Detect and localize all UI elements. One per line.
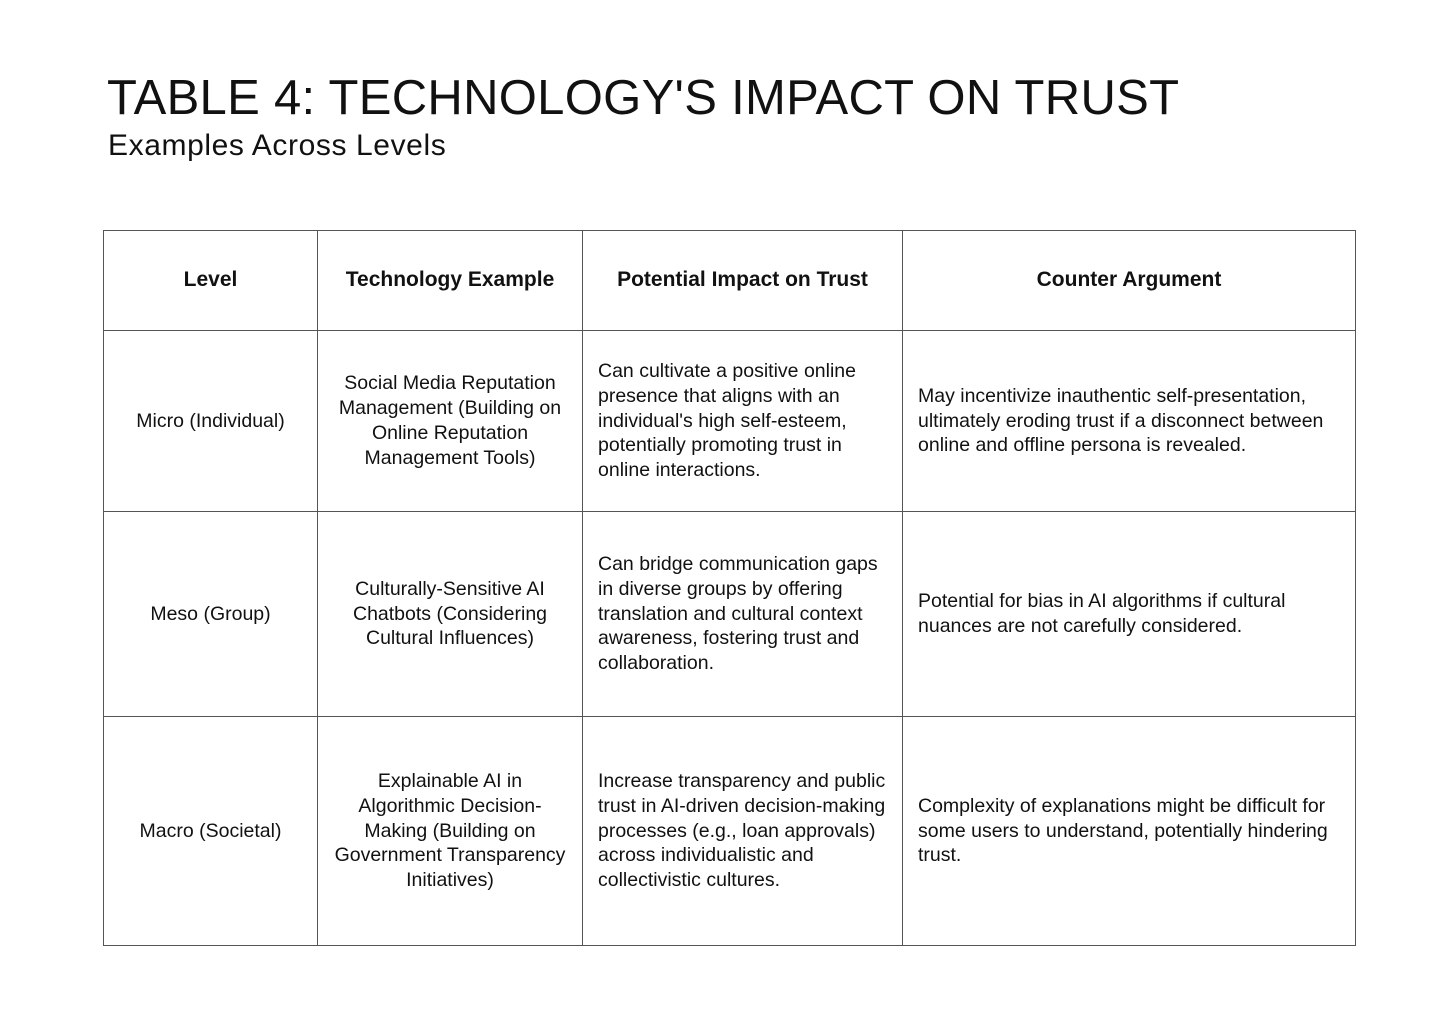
- cell-impact: Increase transparency and public trust in AI-driven decision-making processes (e.g., loan approvals) across individualistic and collectivistic cultures.: [583, 717, 903, 946]
- header-potential-impact: Potential Impact on Trust: [583, 231, 903, 331]
- header-counter-argument: Counter Argument: [903, 231, 1356, 331]
- table-row: [104, 717, 1356, 946]
- page-subtitle: Examples Across Levels: [108, 129, 447, 162]
- trust-table: [103, 230, 1356, 946]
- cell-technology: Explainable AI in Algorithmic Decision-Making (Building on Government Transparency Initiatives): [318, 717, 583, 946]
- cell-impact: Can bridge communication gaps in diverse groups by offering translation and cultural context awareness, fostering trust and collaboration.: [583, 512, 903, 717]
- cell-impact: Can cultivate a positive online presence that aligns with an individual's high self-esteem, potentially promoting trust in online interactions.: [583, 331, 903, 512]
- cell-technology: Social Media Reputation Management (Building on Online Reputation Management Tools): [318, 331, 583, 512]
- cell-level: Macro (Societal): [104, 717, 318, 946]
- header-technology-example: Technology Example: [318, 231, 583, 331]
- table-header-row: [104, 231, 1356, 331]
- header-level: Level: [104, 231, 318, 331]
- table-row: [104, 512, 1356, 717]
- page-title: TABLE 4: TECHNOLOGY'S IMPACT ON TRUST: [107, 71, 1180, 125]
- cell-level: Meso (Group): [104, 512, 318, 717]
- cell-counter: Potential for bias in AI algorithms if cultural nuances are not carefully considered.: [903, 512, 1356, 717]
- table-row: [104, 331, 1356, 512]
- cell-level: Micro (Individual): [104, 331, 318, 512]
- cell-technology: Culturally-Sensitive AI Chatbots (Considering Cultural Influences): [318, 512, 583, 717]
- cell-counter: May incentivize inauthentic self-presentation, ultimately eroding trust if a disconnect between online and offline persona is revealed.: [903, 331, 1356, 512]
- cell-counter: Complexity of explanations might be difficult for some users to understand, potentially hindering trust.: [903, 717, 1356, 946]
